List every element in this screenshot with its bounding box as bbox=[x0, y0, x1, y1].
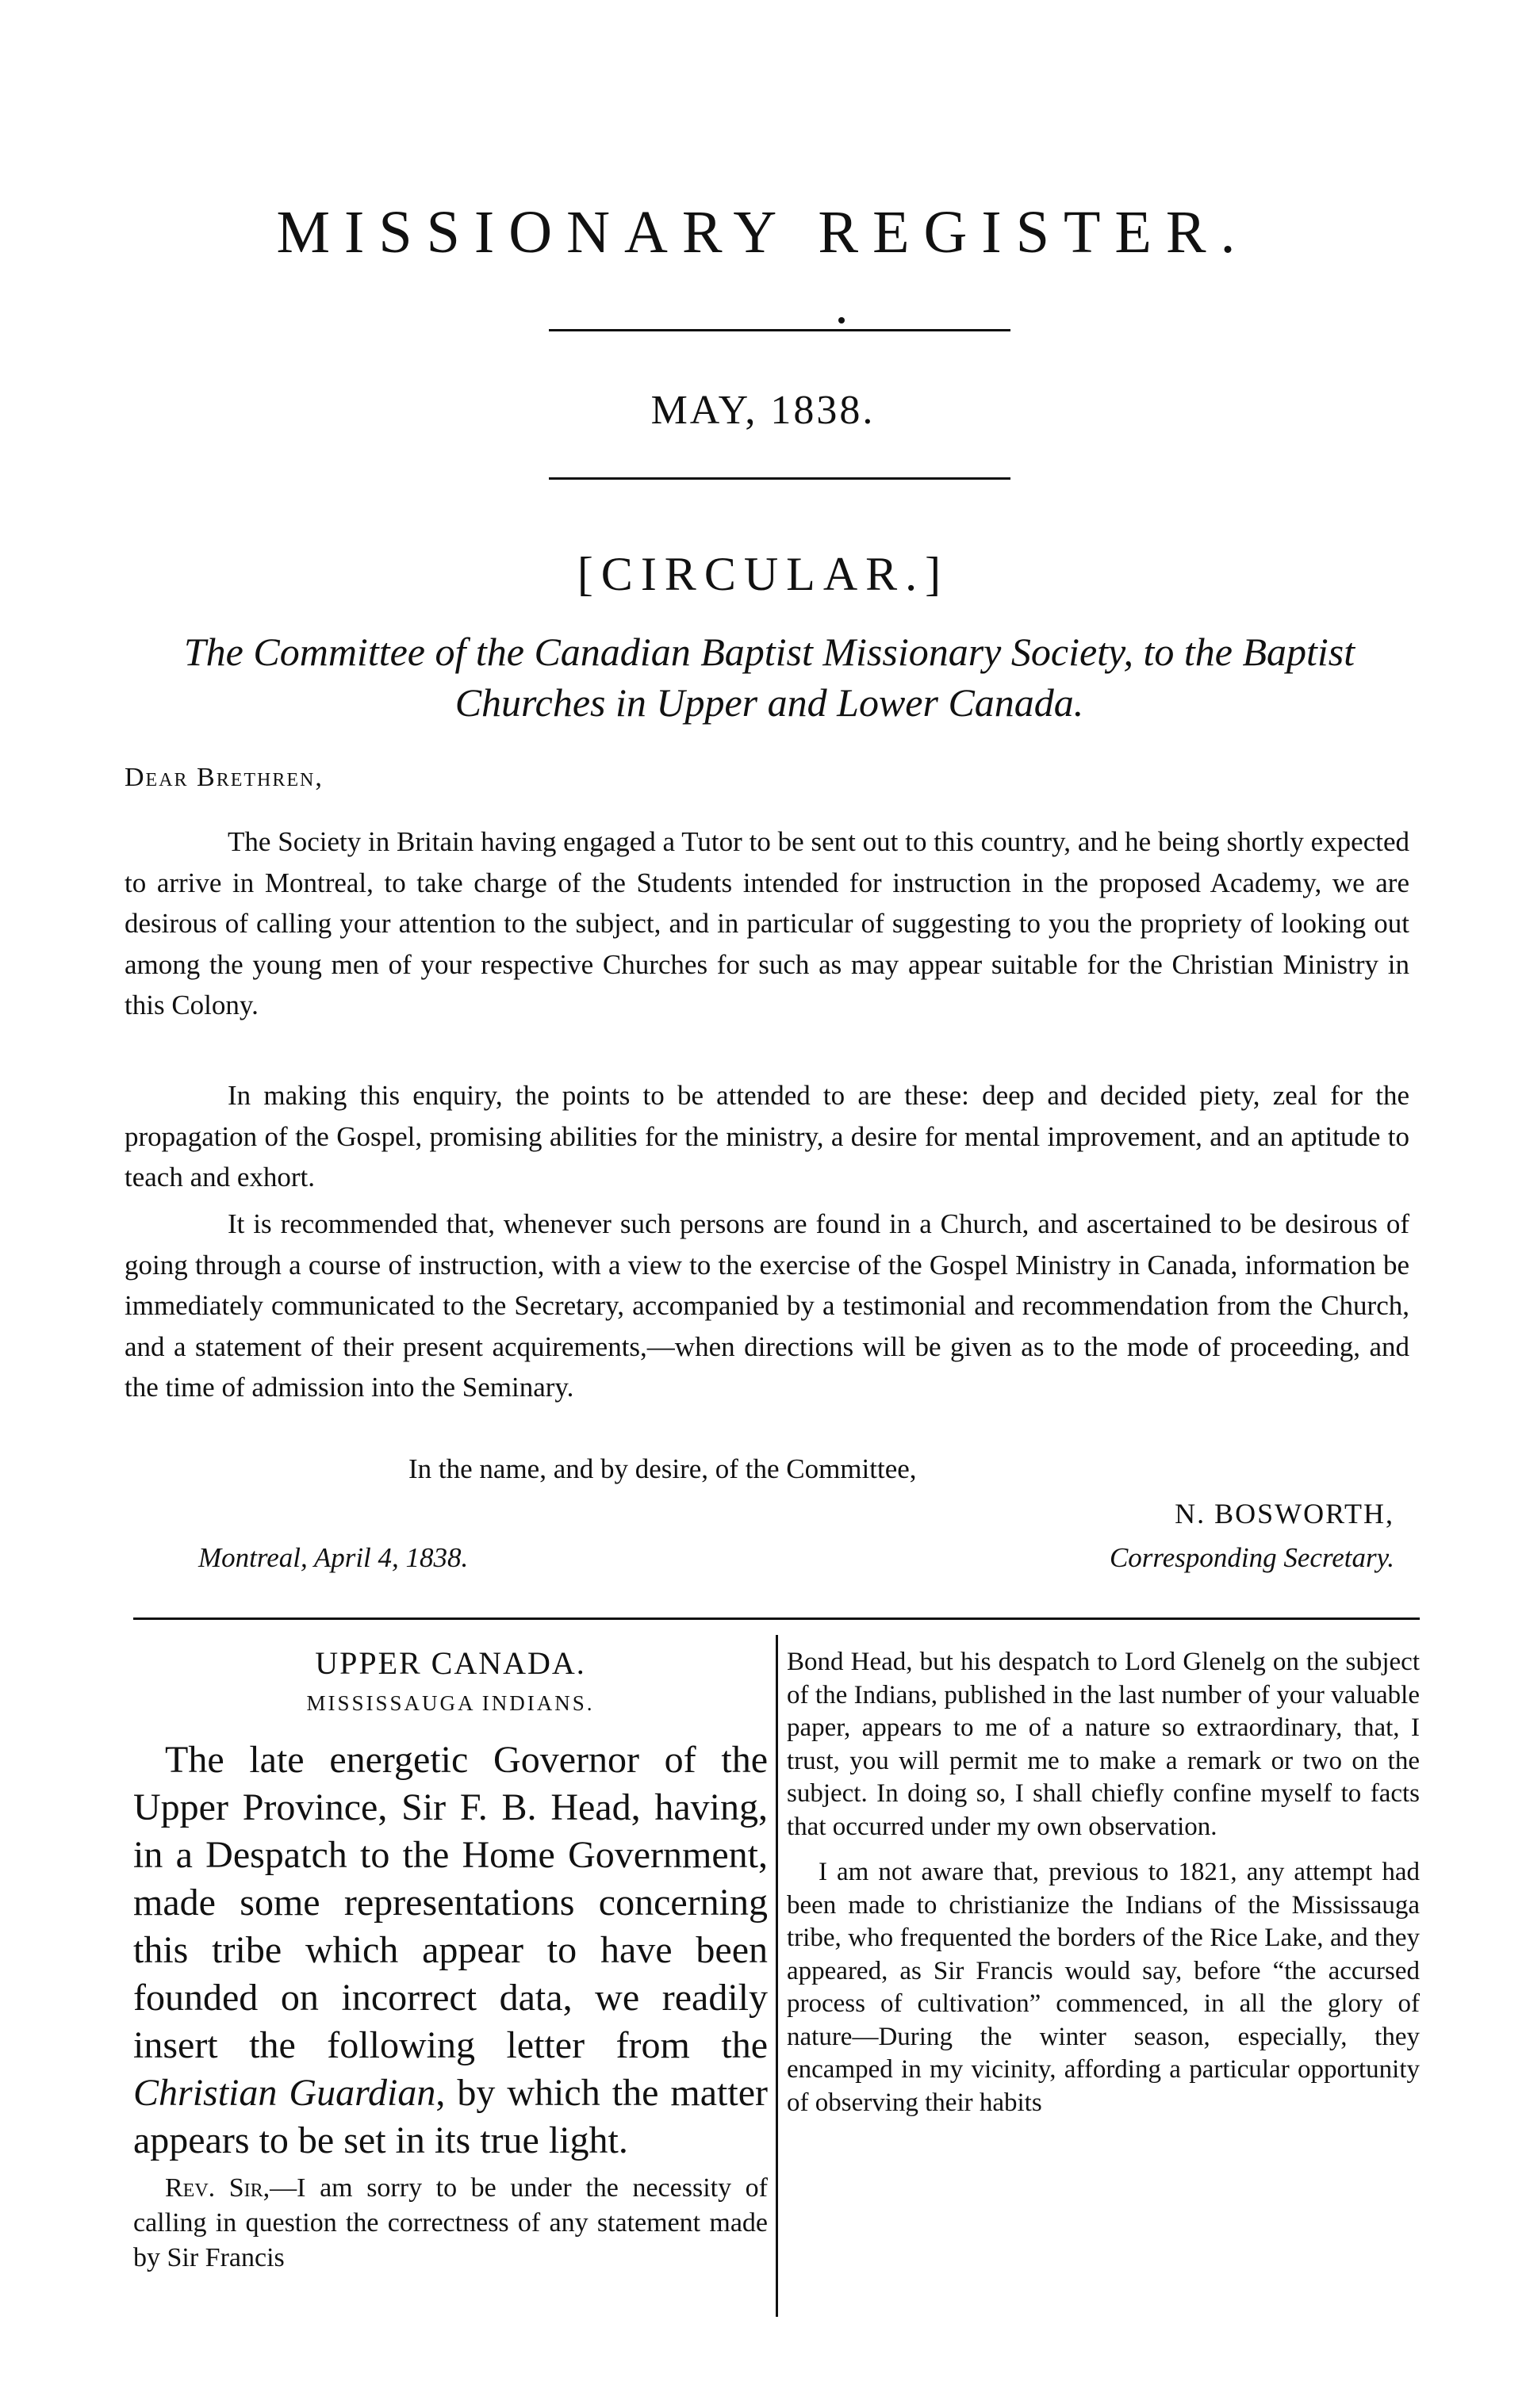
section-divider bbox=[133, 1617, 1420, 1620]
intro-text: The late energetic Governor of the Upper Province, Sir F. B. Head, having, in a Despatch to the Home Government, made some representations concerning this tribe which appear to have been founded on incorrect data, we readily insert the following letter from the bbox=[133, 1739, 768, 2066]
letter-paragraph: I am not aware that, previous to 1821, any attempt had been made to christianize the Indians of the Mississauga tribe, who frequented the borders of the Rice Lake, and they appeared, as Sir Francis would say, before “the accursed process of cultivation” commenced, in all the glory of nature—During the winter season, especially, they encamped in my vicinity, affording a particular opportunity of observing their habits bbox=[787, 1858, 1420, 2117]
article-title: UPPER CANADA. bbox=[315, 1645, 586, 1681]
circular-heading-line1: The Committee of the Canadian Baptist Missionary Society, to the Baptist bbox=[183, 630, 1355, 674]
signatory-title: Corresponding Secretary. bbox=[1109, 1542, 1394, 1573]
article-intro bbox=[133, 1736, 768, 2165]
closing-line: In the name, and by desire, of the Committee, bbox=[408, 1453, 917, 1484]
letter-paragraph: Bond Head, but his despatch to Lord Glenelg on the subject of the Indians, published in the last number of your valuable paper, appears to me of a nature so extraordinary, that, I trust, you will permit me to make a remark or two on the subject. In doing so, I shall chiefly confine myself to facts that occurred under my own observation. bbox=[787, 1648, 1420, 1841]
circular-paragraph: It is recommended that, whenever such persons are found in a Church, and ascertained to be desirous of going through a course of instruction, with a view to the exercise of the Gospel Ministry in Canada, information be immediately communicated to the Secretary, accompanied by a testimonial and recommendation from the Church, and a statement of their present acquirements,—when directions will be given as to the mode of proceeding, and the time of admission into the Seminary. bbox=[125, 1208, 1409, 1403]
circular-heading bbox=[119, 626, 1420, 728]
left-column bbox=[133, 1635, 768, 2349]
circular-paragraph: The Society in Britain having engaged a Tutor to be sent out to this country, and he being shortly expected to arrive in Montreal, to take charge of the Students intended for instruction in the proposed Academy, we are desirous of calling your attention to the subject, and in particular of suggesting to you the propriety of looking out among the young men of your respective Churches for such as may appear suitable for the Christian Ministry in this Colony. bbox=[125, 826, 1409, 1020]
issue-date: MAY, 1838. bbox=[650, 388, 876, 433]
signatory-name: N. BOSWORTH, bbox=[1175, 1498, 1394, 1529]
letter-salutation: Rev. Sir, bbox=[165, 2173, 270, 2203]
divider-rule bbox=[549, 477, 1010, 480]
masthead-title: MISSIONARY REGISTER. bbox=[276, 199, 1250, 266]
article-subtitle: MISSISSAUGA INDIANS. bbox=[306, 1691, 595, 1715]
divider-rule bbox=[549, 329, 1010, 331]
circular-label: [CIRCULAR.] bbox=[577, 548, 949, 600]
letter-text: —I am sorry to be under the necessity of calling in question the correctness of any statement made by Sir Francis bbox=[133, 2173, 768, 2272]
place-date: Montreal, April 4, 1838. bbox=[198, 1542, 469, 1573]
letter-opening bbox=[133, 2171, 768, 2276]
circular-heading-line2: Churches in Upper and Lower Canada. bbox=[454, 680, 1084, 725]
circular-paragraph: In making this enquiry, the points to be attended to are these: deep and decided piety, zeal for the propagation of the Gospel, promising abilities for the ministry, a desire for mental improvement, and an aptitude to teach and exhort. bbox=[125, 1080, 1409, 1193]
intro-text-end: , by which the matter appears to be set in its true light. bbox=[133, 2072, 769, 2161]
right-column bbox=[787, 1635, 1420, 2349]
salutation: Dear Brethren, bbox=[125, 763, 324, 792]
rule-dot bbox=[838, 317, 845, 323]
source-title: Christian Guardian bbox=[133, 2072, 436, 2114]
column-divider bbox=[776, 1635, 778, 2317]
